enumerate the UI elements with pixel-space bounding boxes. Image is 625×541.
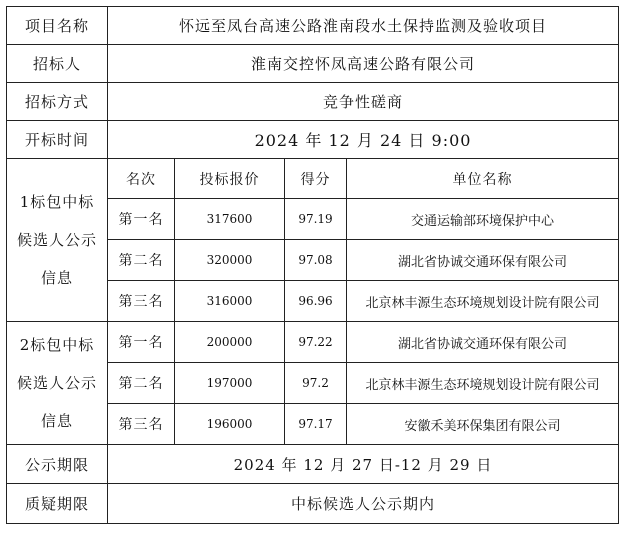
method-label: 招标方式 [7, 83, 108, 121]
candidate-score: 97.2 [285, 363, 347, 404]
project-row [7, 7, 619, 45]
candidate-price: 320000 [175, 240, 285, 281]
candidate-price: 200000 [175, 322, 285, 363]
project-label: 项目名称 [7, 7, 108, 45]
lot-1-title-line: 1标包中标 [19, 193, 95, 211]
candidate-company: 湖北省协诚交通环保有限公司 [347, 240, 619, 281]
candidate-company: 北京林丰源生态环境规划设计院有限公司 [347, 281, 619, 322]
objection-label: 质疑期限 [7, 484, 108, 524]
candidate-row [7, 322, 619, 363]
candidate-price: 317600 [175, 199, 285, 240]
candidate-score: 97.08 [285, 240, 347, 281]
method-value: 竞争性磋商 [108, 83, 619, 121]
header-price: 投标报价 [175, 159, 285, 199]
publicity-row [7, 445, 619, 484]
lot-1-title-line: 候选人公示 [16, 231, 97, 249]
candidate-rank: 第二名 [108, 363, 175, 404]
candidate-rank: 第一名 [108, 322, 175, 363]
opening-row [7, 121, 619, 159]
candidate-rank: 第一名 [108, 199, 175, 240]
lot-2-title-line: 信息 [40, 412, 73, 430]
candidate-score: 97.22 [285, 322, 347, 363]
publicity-label: 公示期限 [7, 445, 108, 484]
project-value: 怀远至凤台高速公路淮南段水土保持监测及验收项目 [108, 7, 619, 45]
header-company: 单位名称 [347, 159, 619, 199]
bid-result-table [6, 6, 619, 524]
header-rank: 名次 [108, 159, 175, 199]
candidate-company: 交通运输部环境保护中心 [347, 199, 619, 240]
objection-value: 中标候选人公示期内 [108, 484, 619, 524]
lot-2-title-line: 2标包中标 [19, 336, 95, 354]
opening-label: 开标时间 [7, 121, 108, 159]
tenderer-value: 淮南交控怀凤高速公路有限公司 [108, 45, 619, 83]
candidate-rank: 第二名 [108, 240, 175, 281]
lot-2-title [7, 322, 108, 445]
method-row [7, 83, 619, 121]
candidate-score: 97.17 [285, 404, 347, 445]
candidate-price: 197000 [175, 363, 285, 404]
publicity-value: 2024 年 12 月 27 日-12 月 29 日 [108, 445, 619, 484]
candidate-company: 安徽禾美环保集团有限公司 [347, 404, 619, 445]
tenderer-label: 招标人 [7, 45, 108, 83]
candidate-rank: 第三名 [108, 404, 175, 445]
candidate-score: 97.19 [285, 199, 347, 240]
objection-row [7, 484, 619, 524]
candidate-company: 湖北省协诚交通环保有限公司 [347, 322, 619, 363]
candidate-score: 96.96 [285, 281, 347, 322]
lot-2-title-line: 候选人公示 [16, 374, 97, 392]
candidates-header-row [7, 159, 619, 199]
lot-1-title-line: 信息 [40, 269, 73, 287]
opening-value: 2024 年 12 月 24 日 9:00 [108, 121, 619, 159]
header-score: 得分 [285, 159, 347, 199]
tenderer-row [7, 45, 619, 83]
candidate-rank: 第三名 [108, 281, 175, 322]
candidate-company: 北京林丰源生态环境规划设计院有限公司 [347, 363, 619, 404]
candidate-price: 196000 [175, 404, 285, 445]
candidate-price: 316000 [175, 281, 285, 322]
lot-1-title [7, 159, 108, 322]
